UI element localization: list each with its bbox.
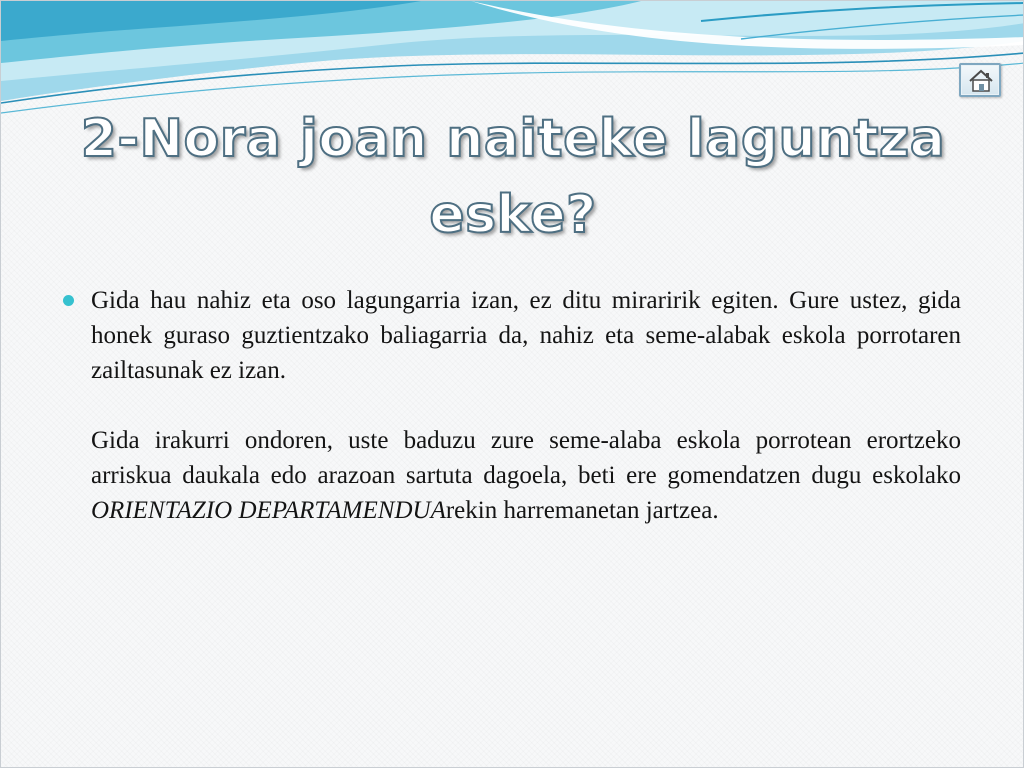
home-button[interactable] (959, 63, 1001, 97)
paragraph-1-text: Gida hau nahiz eta oso lagungarria izan, ez ditu miraririk egiten. Gure ustez, gida honek guraso guztientzako baliagarria da, nahiz eta seme-alabak eskola porrotaren zailtasunak ez izan. (91, 287, 961, 384)
paragraph-2-text-end: rekin harremanetan jartzea. (445, 497, 719, 524)
paragraph-2-text-start: Gida irakurri ondoren, uste baduzu zure seme-alaba eskola porrotean erortzeko arriskua daukala edo arazoan sartuta dagoela, beti ere gomendatzen dugu eskolako (91, 427, 961, 489)
slide-body (63, 283, 961, 528)
bullet-paragraph (63, 283, 961, 388)
continuation-paragraph (63, 423, 961, 528)
department-emphasis: ORIENTAZIO DEPARTAMENDUA (91, 497, 446, 524)
home-icon (967, 69, 995, 93)
slide-title: 2-Nora joan naiteke laguntza eske? (80, 109, 946, 245)
bullet-icon (63, 295, 74, 306)
